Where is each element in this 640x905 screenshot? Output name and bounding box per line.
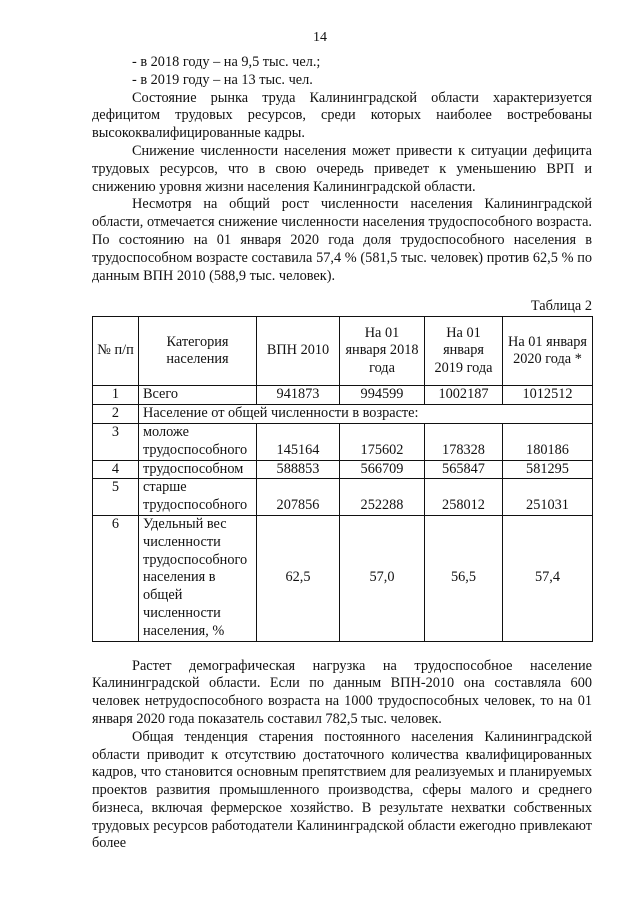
cell-2018: 252288 [340, 479, 425, 516]
cell-2018: 175602 [340, 423, 425, 460]
document-body [92, 54, 592, 853]
row-number: 6 [93, 515, 139, 641]
cell-2018: 994599 [340, 386, 425, 405]
cell-2020: 581295 [503, 460, 593, 479]
cell-2018: 57,0 [340, 515, 425, 641]
header-number: № п/п [93, 317, 139, 386]
row-number: 3 [93, 423, 139, 460]
cell-2019: 178328 [425, 423, 503, 460]
table-row [93, 405, 593, 424]
cell-2020: 180186 [503, 423, 593, 460]
page-number: 14 [313, 30, 327, 45]
paragraph-aging-trend: Общая тенденция старения постоянного населения Калининградской области приводит к отсутствию достаточного количества квалифицированных кадров, что становится основным препятствием для реализуемых и планируемых проектов развития промышленного производства, сферы малого и среднего бизнеса, включая фермерское хозяйство. В результате нехватки собственных трудовых ресурсов работодатели Калининградской области ежегодно привлекают более [92, 728, 592, 852]
cell-2020: 1012512 [503, 386, 593, 405]
cell-vpn-2010: 941873 [257, 386, 340, 405]
header-vpn-2010: ВПН 2010 [257, 317, 340, 386]
paragraph-population-decline: Снижение численности населения может привести к ситуации дефицита трудовых ресурсов, что в свою очередь приведет к уменьшению ВРП и снижению уровня жизни населения Калининградской области. [92, 142, 592, 195]
row-category: Всего [139, 386, 257, 405]
bullet-item-2019: - в 2019 году – на 13 тыс. чел. [132, 71, 313, 88]
cell-2019: 258012 [425, 479, 503, 516]
row-section-label: Население от общей численности в возрасте: [139, 405, 593, 424]
table-row [93, 423, 593, 460]
header-category: Категория населения [139, 317, 257, 386]
population-table [92, 316, 593, 641]
cell-2019: 1002187 [425, 386, 503, 405]
table-caption: Таблица 2 [530, 298, 592, 315]
row-category: трудоспособном [139, 460, 257, 479]
cell-vpn-2010: 588853 [257, 460, 340, 479]
row-category: Удельный вес численности трудоспособного населения в общей численности населения, % [139, 515, 257, 641]
cell-vpn-2010: 207856 [257, 479, 340, 516]
row-category: старше трудоспособного [139, 479, 257, 516]
row-number: 1 [93, 386, 139, 405]
cell-2020: 251031 [503, 479, 593, 516]
table-header-row [93, 317, 593, 386]
table-row [93, 460, 593, 479]
paragraph-demographic-load: Растет демографическая нагрузка на трудоспособное население Калининградской области. Если по данным ВПН-2010 она составляла 600 человек нетрудоспособного возраста на 1000 трудоспособных человек, то на 01 января 2020 года показатель составил 782,5 тыс. человек. [92, 657, 592, 727]
row-category: моложе трудоспособного [139, 423, 257, 460]
paragraph-working-age: Несмотря на общий рост численности населения Калининградской области, отмечается снижение численности населения трудоспособного возраста. По состоянию на 01 января 2020 года доля трудоспособного населения в трудоспособном возрасте составила 57,4 % (581,5 тыс. человек) против 62,5 % по данным ВПН 2010 (588,9 тыс. человек). [92, 196, 592, 284]
cell-2019: 565847 [425, 460, 503, 479]
table-row [93, 515, 593, 641]
paragraph-labor-market: Состояние рынка труда Калининградской области характеризуется дефицитом трудовых ресурсов, среди которых наиболее востребованы высококвалифицированные кадры. [92, 89, 592, 142]
cell-2019: 56,5 [425, 515, 503, 641]
cell-2018: 566709 [340, 460, 425, 479]
row-number: 2 [93, 405, 139, 424]
table-row [93, 479, 593, 516]
header-2020: На 01 января 2020 года * [503, 317, 593, 386]
header-2019: На 01 января 2019 года [425, 317, 503, 386]
row-number: 5 [93, 479, 139, 516]
bullet-item-2018: - в 2018 году – на 9,5 тыс. чел.; [132, 54, 321, 70]
cell-vpn-2010: 145164 [257, 423, 340, 460]
cell-vpn-2010: 62,5 [257, 515, 340, 641]
cell-2020: 57,4 [503, 515, 593, 641]
table-row [93, 386, 593, 405]
row-number: 4 [93, 460, 139, 479]
header-2018: На 01 января 2018 года [340, 317, 425, 386]
